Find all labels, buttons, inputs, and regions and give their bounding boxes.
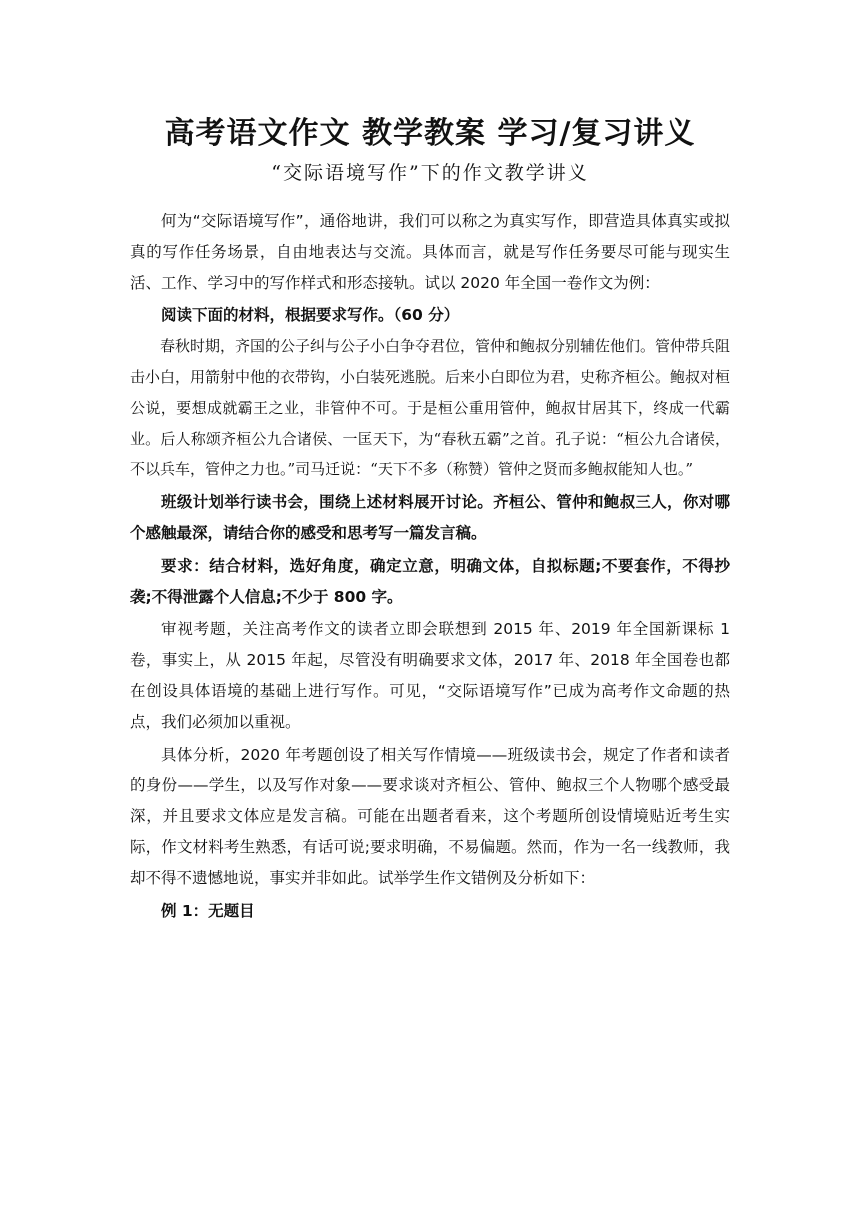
document-subtitle: “交际语境写作”下的作文教学讲义 [271,162,589,184]
example-heading: 例 1：无题目 [161,901,255,920]
analysis-paragraph: 审视考题，关注高考作文的读者立即会联想到 2015 年、2019 年全国新课标 1 卷，事实上，从 2015 年起，尽管没有明确要求文体，2017 年、2018 年全国卷也都在创设具体语境的基础上进行写作。可见，“交际语境写作”已成为高考作文命题的热点，我们必须加以重视。 [130,620,730,731]
intro-paragraph: 何为“交际语境写作”，通俗地讲，我们可以称之为真实写作，即营造具体真实或拟真的写作任务场景，自由地表达与交流。具体而言，就是写作任务要尽可能与现实生活、工作、学习中的写作样式和形态接轨。试以 2020 年全国一卷作文为例： [130,212,730,292]
prompt-heading: 阅读下面的材料，根据要求写作。（60 分） [161,306,460,325]
requirements-paragraph: 要求：结合材料，选好角度，确定立意，明确文体，自拟标题;不要套作，不得抄袭;不得泄露个人信息;不少于 800 字。 [130,556,730,606]
document-body [130,206,730,926]
task-paragraph: 班级计划举行读书会，围绕上述材料展开讨论。齐桓公、管仲和鲍叔三人，你对哪个感触最深，请结合你的感受和思考写一篇发言稿。 [130,493,730,542]
material-paragraph: 春秋时期，齐国的公子纠与公子小白争夺君位，管仲和鲍叔分别辅佐他们。管仲带兵阻击小白，用箭射中他的衣带钩，小白装死逃脱。后来小白即位为君，史称齐桓公。鲍叔对桓公说，要想成就霸王之业，非管仲不可。于是桓公重用管仲，鲍叔甘居其下，终成一代霸业。后人称颂齐桓公九合诸侯、一匡天下，为“春秋五霸”之首。孔子说：“桓公九合诸侯，不以兵车，管仲之力也。”司马迁说：“天下不多（称赞）管仲之贤而多鲍叔能知人也。” [130,337,731,479]
document-title: 高考语文作文 教学教案 学习/复习讲义 [164,116,696,151]
detail-paragraph: 具体分析，2020 年考题创设了相关写作情境——班级读书会，规定了作者和读者的身份——学生，以及写作对象——要求谈对齐桓公、管仲、鲍叔三个人物哪个感受最深，并且要求文体应是发言稿。可能在出题者看来，这个考题所创设情境贴近考生实际，作文材料考生熟悉，有话可说;要求明确，不易偏题。然而，作为一名一线教师，我却不得不遗憾地说，事实并非如此。试举学生作文错例及分析如下： [130,745,730,887]
